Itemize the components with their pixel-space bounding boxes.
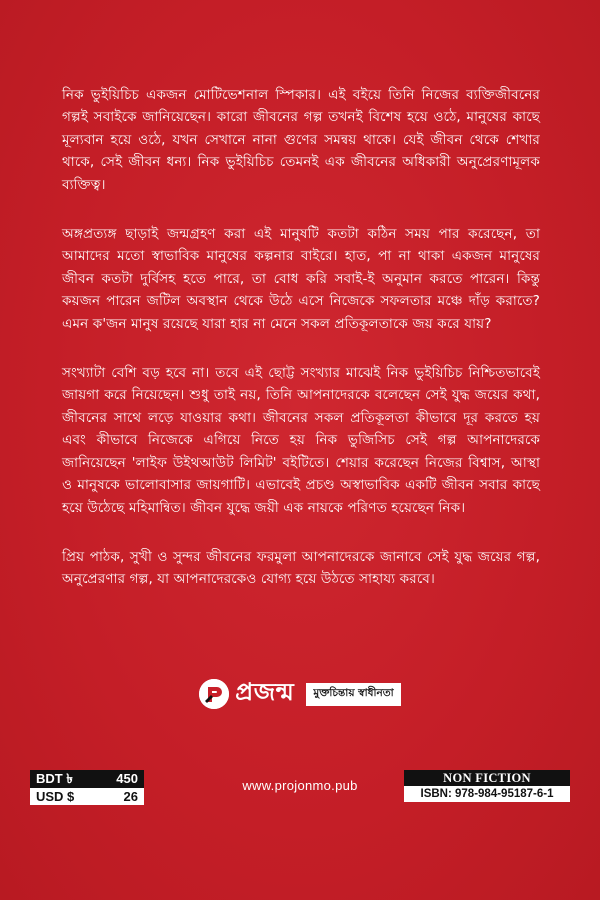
publisher-logo xyxy=(0,674,600,714)
blurb-paragraph-2: অঙ্গপ্রত্যঙ্গ ছাড়াই জন্মগ্রহণ করা এই মানুষটি কতটা কঠিন সময় পার করেছেন, তা আমাদের মতো স্বাভাবিক মানুষের কল্পনার বাইরে। হাত, পা না থাকা একজন মানুষের জীবন কতটা দুর্বিসহ হতে পারে, তা বোধ করি সবাই-ই অনুমান করতে পারেন। কিন্তু কয়জন পারেন জটিল অবস্থান থেকে উঠে এসে নিজেকে সফলতার মঞ্চে দাঁড় করাতে? এমন ক'জন মানুষ রয়েছে যারা হার না মেনে সকল প্রতিকূলতাকে জয় করে যায়? xyxy=(62,226,540,332)
price-bdt-value: 450 xyxy=(116,771,138,786)
publisher-tagline: মুক্তচিন্তায় স্বাধীনতা xyxy=(306,683,400,706)
blurb-paragraph-1: নিক ভুইয়িচিচ একজন মোটিভেশনাল স্পিকার। এই বইয়ে তিনি নিজের ব্যক্তিজীবনের গল্পই সবাইকে জানিয়েছেন। কারো জীবনের গল্প তখনই বিশেষ হয়ে ওঠে, মানুষের কাছে মূল্যবান হয়ে ওঠে, যখন সেখানে নানা গুণের সমন্বয় থাকে। যেই জীবন থেকে শেখার থাকে, সেই জীবন ধন্য। নিক ভুইয়িচিচ তেমনই এক জীবনের অধিকারী অনুপ্রেরণামূলক ব্যক্তিত্ব। xyxy=(62,87,540,193)
price-usd-label: USD $ xyxy=(36,789,75,804)
isbn-number: ISBN: 978-984-95187-6-1 xyxy=(404,786,570,802)
blurb-paragraph-3: সংখ্যাটা বেশি বড় হবে না। তবে এই ছোট্ট সংখ্যার মাঝেই নিক ভুইয়িচিচ নিশ্চিতভাবেই জায়গা করে নিয়েছেন। শুধু তাই নয়, তিনি আপনাদেরকে বলেছেন সেই যুদ্ধ জয়ের কথা, জীবনের সাথে লড়ে যাওয়ার কথা। জীবনের সকল প্রতিকূলতা কীভাবে দূর করতে হয় এবং কীভাবে নিজেকে এগিয়ে নিতে হয় নিক ভুজিসিচ সেই গল্প আপনাদেরকে জানিয়েছেন 'লাইফ উইথআউট লিমিট' বইটিতে। শেয়ার করেছেন নিজের বিশ্বাস, আস্থা ও মানুষকে ভালোবাসার জায়গাটি। এভাবেই প্রচণ্ড অস্বাভাবিক একটি জীবন সবার কাছে হয়ে উঠেছে মহিমান্বিত। জীবন যুদ্ধে জয়ী এক নায়কে পরিণত হয়েছেন নিক। xyxy=(62,365,540,516)
publisher-name: প্রজন্ম xyxy=(235,678,295,706)
book-blurb xyxy=(62,84,540,618)
price-usd-value: 26 xyxy=(123,789,138,804)
category-isbn-box xyxy=(404,770,570,802)
publisher-emblem-icon xyxy=(199,679,229,709)
genre-label: NON FICTION xyxy=(404,770,570,786)
publisher-website: www.projonmo.pub xyxy=(242,778,358,793)
blurb-paragraph-4: প্রিয় পাঠক, সুখী ও সুন্দর জীবনের ফরমুলা আপনাদেরকে জানাবে সেই যুদ্ধ জয়ের গল্প, অনুপ্রেরণার গল্প, যা আপনাদেরকেও যোগ্য হয়ে উঠতে সাহায্য করবে। xyxy=(62,548,540,588)
price-bdt-label: BDT ৳ xyxy=(36,771,73,786)
